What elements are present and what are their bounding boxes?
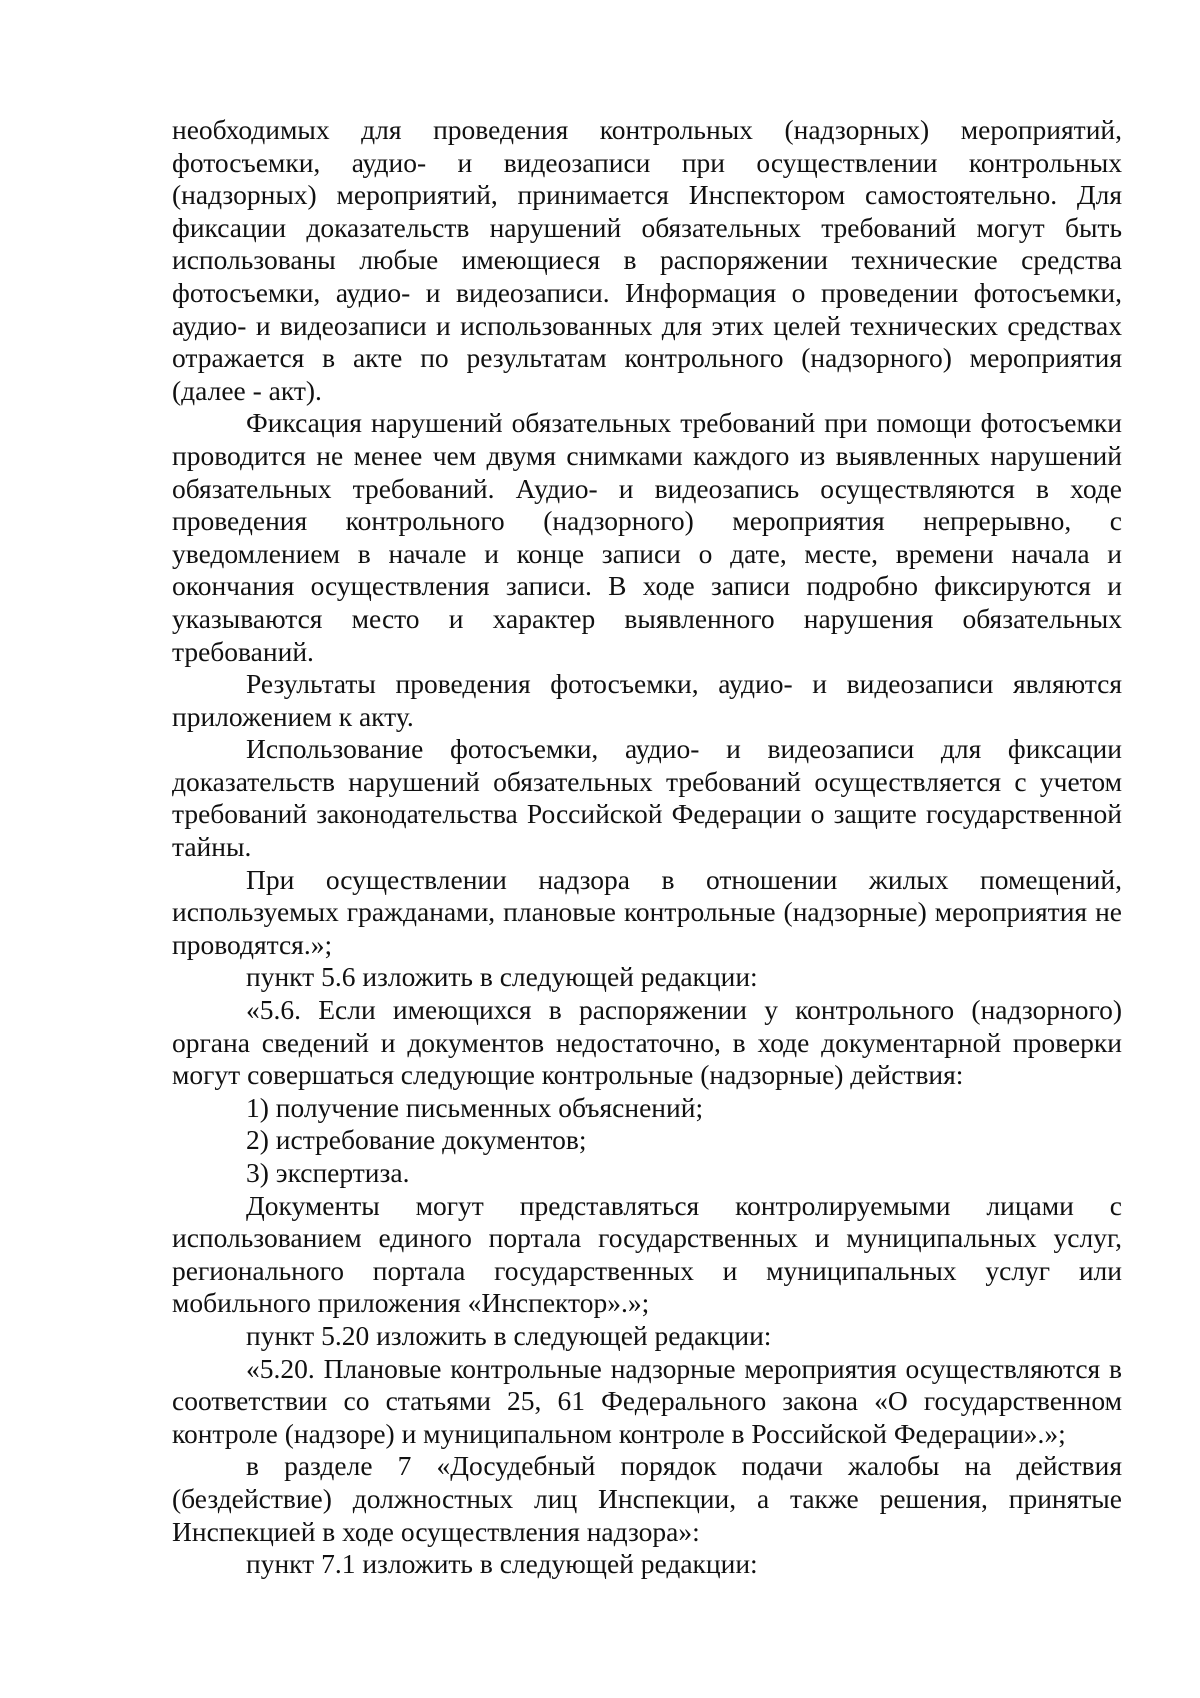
paragraph-clause-5-20: «5.20. Плановые контрольные надзорные мероприятия осуществляются в соответствии со статьями 25, 61 Федерального закона «О государственном контроле (надзоре) и муниципальном контроле в Российской Федерации».»; bbox=[172, 1352, 1122, 1449]
list-item-explanations: 1) получение письменных объяснений; bbox=[246, 1091, 704, 1123]
paragraph-continuation: необходимых для проведения контрольных (надзорных) мероприятий, фотосъемки, аудио- и видеозаписи при осуществлении контрольных (надзорных) мероприятий, принимается Инспектором самостоятельно. Для фиксации доказательств нарушений обязательных требований могут быть использованы любые имеющиеся в распоряжении технические средства фотосъемки, аудио- и видеозаписи. Информация о проведении фотосъемки, аудио- и видеозаписи и использованных для этих целей технических средствах отражается в акте по результатам контрольного (надзорного) мероприятия (далее - акт). bbox=[172, 114, 1122, 406]
paragraph-residential-premises: При осуществлении надзора в отношении жилых помещений, используемых гражданами, плановые контрольные (надзорные) мероприятия не проводятся.»; bbox=[172, 863, 1122, 960]
paragraph-photo-fixation: Фиксация нарушений обязательных требований при помощи фотосъемки проводится не менее чем двумя снимками каждого из выявленных нарушений обязательных требований. Аудио- и видеозапись осуществляются в ходе проведения контрольного (надзорного) мероприятия непрерывно, с уведомлением в начале и конце записи о дате, месте, времени начала и окончания осуществления записи. В ходе записи подробно фиксируются и указываются место и характер выявленного нарушения обязательных требований. bbox=[172, 407, 1122, 667]
paragraph-state-secret: Использование фотосъемки, аудио- и видеозаписи для фиксации доказательств нарушений обязательных требований осуществляется с учетом требований законодательства Российской Федерации о защите государственной тайны. bbox=[172, 733, 1122, 863]
paragraph-clause-5-6: «5.6. Если имеющихся в распоряжении у контрольного (надзорного) органа сведений и документов недостаточно, в ходе документарной проверки могут совершаться следующие контрольные (надзорные) действия: bbox=[172, 994, 1122, 1091]
paragraph-clause-5-20-intro: пункт 5.20 изложить в следующей редакции: bbox=[246, 1319, 772, 1351]
paragraph-clause-5-6-intro: пункт 5.6 изложить в следующей редакции: bbox=[246, 961, 758, 993]
paragraph-results-attachment: Результаты проведения фотосъемки, аудио- и видеозаписи являются приложением к акту. bbox=[172, 668, 1122, 732]
list-item-expertise: 3) экспертиза. bbox=[246, 1157, 410, 1188]
paragraph-section-7: в разделе 7 «Досудебный порядок подачи жалобы на действия (бездействие) должностных лиц Инспекции, а также решения, принятые Инспекцией в ходе осуществления надзора»: bbox=[172, 1450, 1122, 1547]
paragraph-clause-7-1-intro: пункт 7.1 изложить в следующей редакции: bbox=[246, 1548, 758, 1580]
paragraph-documents-submission: Документы могут представляться контролируемыми лицами с использованием единого портала государственных и муниципальных услуг, регионального портала государственных и муниципальных услуг или мобильного приложения «Инспектор».»; bbox=[172, 1189, 1122, 1319]
document-body bbox=[172, 114, 1122, 1581]
list-item-documents: 2) истребование документов; bbox=[246, 1124, 587, 1156]
